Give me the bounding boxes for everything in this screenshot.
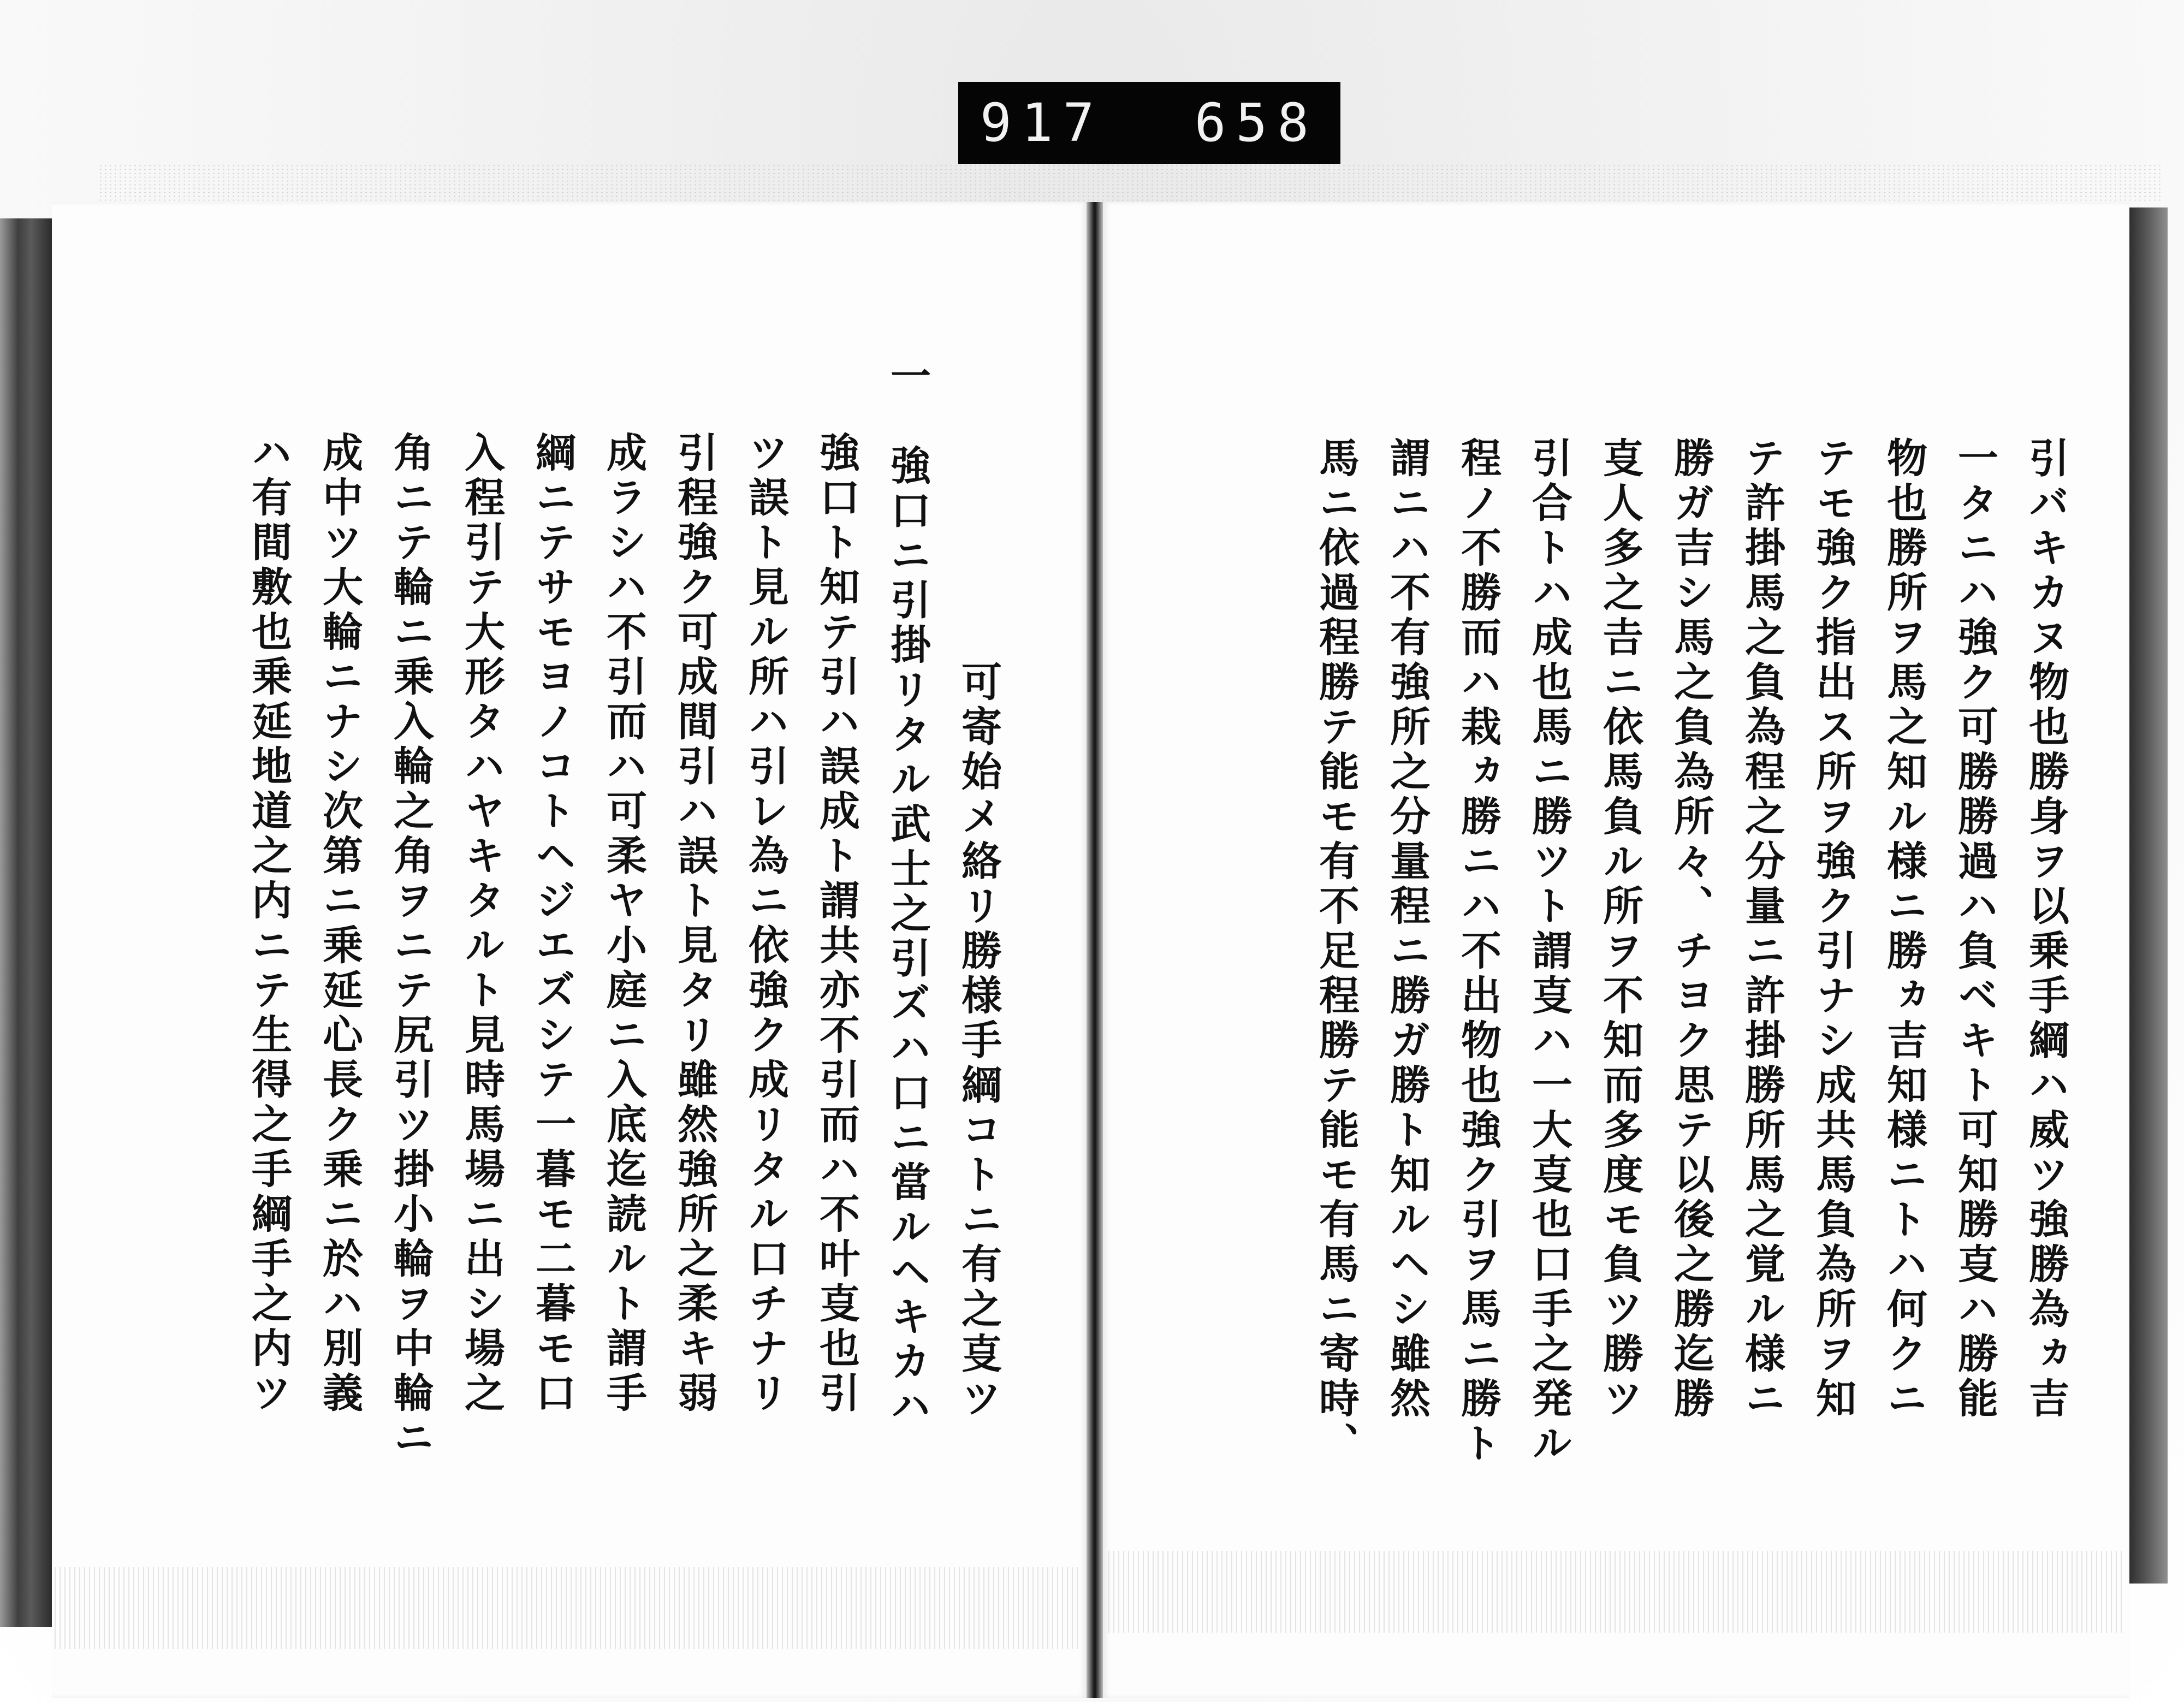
left-page-column: 綱ニテサモヨノコトヘジエズシテ一暮モ二暮モ口: [529, 431, 576, 1416]
right-page-column: 程ノ不勝而ハ栽ヵ勝ニハ不出物也強ク引ヲ馬ニ勝ト: [1455, 437, 1502, 1467]
right-page: [1103, 202, 2129, 1698]
reference-number-label: [958, 82, 1340, 164]
left-page-column: 可寄始メ絡リ勝様手綱コトニ有之㕝ツ: [955, 661, 1002, 1422]
right-page-column: 物也勝所ヲ馬之知ル様ニ勝ヵ吉知様ニトハ何クニ: [1880, 437, 1927, 1422]
left-page-column: 入程引テ大形タハヤキタルト見時馬場ニ出シ場之: [458, 431, 505, 1416]
right-page-column: 引バキカヌ物也勝身ヲ以乗手綱ハ威ツ強勝為ヵ吉: [2022, 437, 2069, 1422]
right-page-column: テ許掛馬之負為程之分量ニ許掛勝所馬之覚ル様ニ: [1738, 437, 1785, 1422]
left-page-column: ツ誤ト見ル所ハ引レ為ニ依強ク成リタル口チナリ: [742, 431, 789, 1416]
left-page: [52, 202, 1087, 1698]
right-page-column: 馬ニ依過程勝テ能モ有不足程勝テ能モ有馬ニ寄時、: [1313, 437, 1360, 1467]
right-page-column: 一タニハ強ク可勝勝過ハ負ベキト可知勝㕝ハ勝能: [1951, 437, 1998, 1422]
left-page-column: 引程強ク可成間引ハ誤ト見タリ雖然強所之柔キ弱: [671, 431, 718, 1416]
right-cover-edge: [2129, 207, 2168, 1584]
open-book: [0, 202, 2184, 1702]
right-page-column: 㕝人多之𠮷ニ依馬負ル所ヲ不知而多度モ負ツ勝ツ: [1597, 437, 1643, 1422]
left-page-column: 角ニテ輪ニ乗入輪之角ヲニテ尻引ツ掛小輪ヲ中輪ニ: [387, 431, 434, 1461]
scan-speckle-band: [98, 164, 2162, 202]
left-page-column: 成中ツ大輪ニナシ次第ニ乗延心長ク乗ニ於ハ別義: [316, 431, 363, 1416]
right-page-column: 引合トハ成也馬ニ勝ツト謂㕝ハ一大㕝也口手之発ル: [1526, 437, 1572, 1467]
left-page-edge-lines: [55, 1567, 1081, 1649]
right-page-column: 勝ガ吉シ馬之負為所々、チヨク思テ以後之勝迄勝: [1667, 437, 1714, 1422]
left-page-column: 強口ト知テ引ハ誤成ト謂共亦不引而ハ不叶㕝也引: [813, 431, 860, 1416]
left-cover-edge: [0, 218, 52, 1627]
left-page-column: ハ有間敷也乗延地道之内ニテ生得之手綱手之内ツ: [245, 431, 292, 1416]
book-gutter: [1087, 202, 1103, 1698]
reference-left-number: 917: [980, 92, 1105, 153]
right-page-column: 謂ニハ不有強所之分量程ニ勝ガ勝ト知ルヘシ雖然: [1384, 437, 1431, 1422]
left-page-column: 一 強口ニ引掛リタル武士之引ズハ口ニ當ルヘキカハ: [884, 355, 931, 1430]
right-page-edge-lines: [1108, 1551, 2124, 1633]
reference-right-number: 658: [1194, 92, 1319, 153]
right-page-column: テモ強ク指出ス所ヲ強ク引ナシ成共馬負為所ヲ知: [1809, 437, 1856, 1422]
left-page-column: 成ラシハ不引而ハ可柔ヤ小庭ニ入底迄読ルト謂手: [600, 431, 647, 1416]
